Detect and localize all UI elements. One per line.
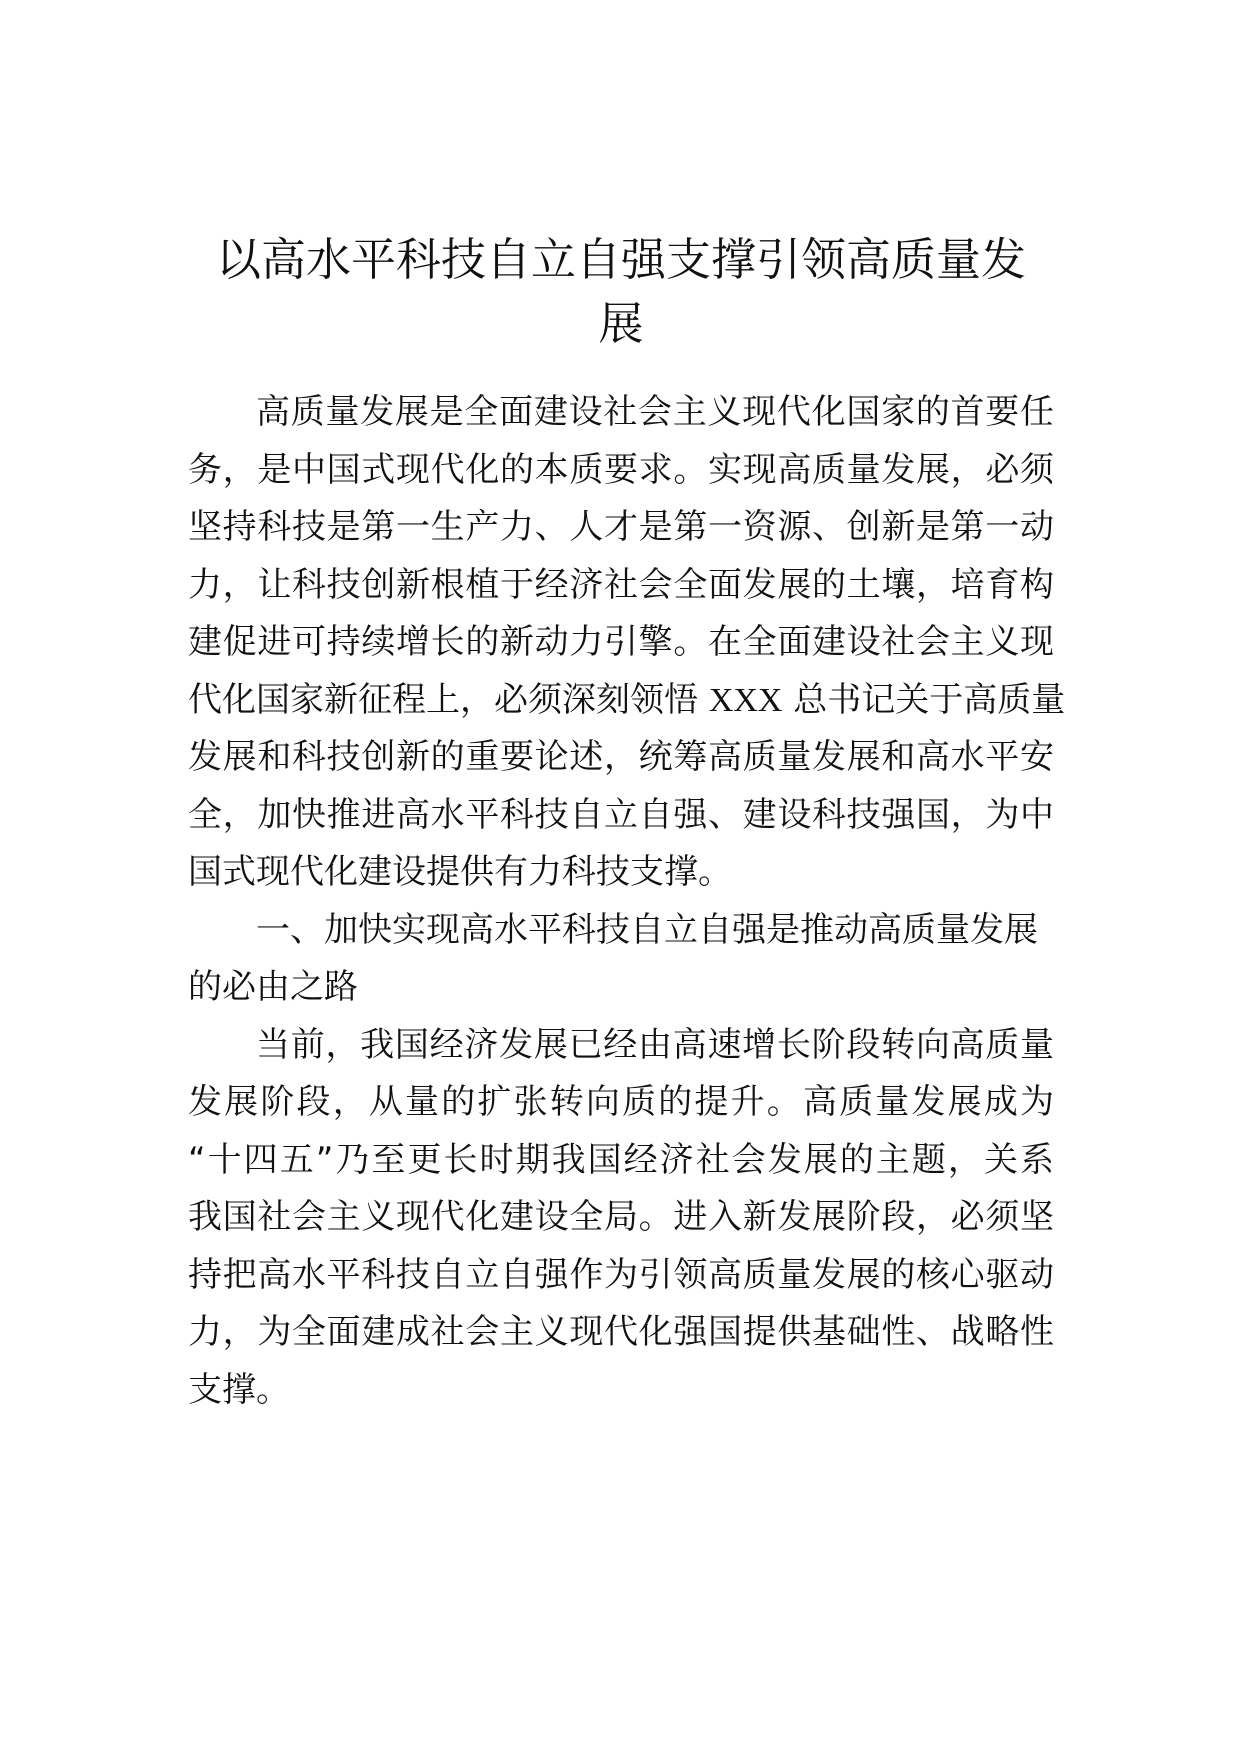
- paragraph-2-line-1: 当前，我国经济发展已经由高速增长阶段转向高质量: [256, 1025, 1054, 1065]
- document-title: [188, 228, 1054, 356]
- paragraph-2-line-5: 持把高水平科技自立自强作为引领高质量发展的核心驱动: [188, 1255, 1054, 1295]
- paragraph-2-line-4: 我国社会主义现代化建设全局。进入新发展阶段，必须坚: [188, 1197, 1054, 1237]
- paragraph-1-line-7: 发展和科技创新的重要论述，统筹高质量发展和高水平安: [188, 737, 1054, 777]
- paragraph-1-line-3: 坚持科技是第一生产力、人才是第一资源、创新是第一动: [188, 507, 1054, 547]
- paragraph-1-line-6-part-a: 代化国家新征程上，必须深刻领悟: [188, 680, 709, 720]
- paragraph-1-line-6: [188, 680, 1066, 720]
- title-line-1: 以高水平科技自立自强支撑引领高质量发: [215, 233, 1026, 286]
- paragraph-1-line-6-name-placeholder: XXX: [708, 682, 783, 719]
- title-line-2: 展: [598, 297, 644, 350]
- paragraph-2-line-7: 支撑。: [188, 1370, 290, 1410]
- paragraph-1-line-6-part-c: 总书记关于高质量: [782, 680, 1066, 720]
- paragraph-1-line-9: 国式现代化建设提供有力科技支撑。: [188, 852, 732, 892]
- paragraph-1-line-8: 全，加快推进高水平科技自立自强、建设科技强国，为中: [188, 795, 1054, 835]
- paragraph-1-line-4: 力，让科技创新根植于经济社会全面发展的土壤，培育构: [188, 565, 1054, 605]
- paragraph-1-line-2: 务，是中国式现代化的本质要求。实现高质量发展，必须: [188, 450, 1054, 490]
- section-heading-1-line-2: 的必由之路: [188, 967, 358, 1007]
- paragraph-2-line-2: 发展阶段，从量的扩张转向质的提升。高质量发展成为: [188, 1082, 1054, 1122]
- section-heading-1-line-1: 一、加快实现高水平科技自立自强是推动高质量发展: [256, 910, 1038, 950]
- paragraph-1-line-5: 建促进可持续增长的新动力引擎。在全面建设社会主义现: [188, 622, 1054, 662]
- paragraph-1-line-1: 高质量发展是全面建设社会主义现代化国家的首要任: [256, 392, 1054, 432]
- paragraph-2-line-6: 力，为全面建成社会主义现代化强国提供基础性、战略性: [188, 1312, 1054, 1352]
- paragraph-2-line-3: “十四五”乃至更长时期我国经济社会发展的主题，关系: [188, 1140, 1054, 1180]
